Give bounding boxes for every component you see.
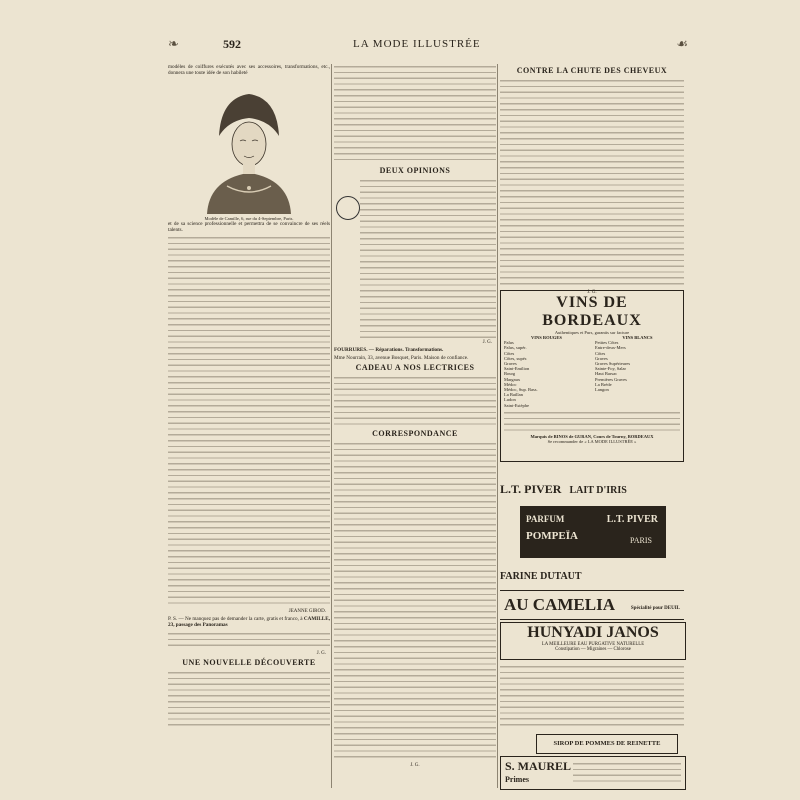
ad-sirop-pommes — [536, 734, 678, 754]
ad-parfum-pompeia — [520, 506, 666, 558]
heading-chute: CONTRE LA CHUTE DES CHEVEUX — [516, 66, 668, 75]
article-text-block — [168, 670, 330, 730]
signature: J. G. — [316, 650, 326, 656]
column-divider — [497, 64, 498, 788]
hunyadi-sub-2: Constipation — Migraines — Chlorose — [555, 647, 631, 652]
vins-mode-ref: Se recommander de « LA MODE ILLUSTRÉE » — [547, 438, 637, 444]
wine-row: Graves — [595, 355, 608, 361]
wine-row: Côtes — [504, 350, 515, 356]
ad-farine-dutaut — [500, 566, 684, 580]
ornament-icon: ❧ — [168, 36, 179, 51]
signature: J. G. — [482, 340, 492, 345]
column-divider — [331, 64, 332, 788]
column-1 — [168, 64, 330, 790]
vins-subtitle: Authentiques et Purs, garantis sur facture — [554, 330, 630, 335]
wine-row: Saint-Estèphe — [504, 402, 529, 408]
wine-row: Palus, supér. — [504, 345, 527, 351]
vins-title: VINS DE BORDEAUX — [542, 294, 642, 329]
ps-text-block — [168, 631, 330, 649]
portrait-caption: Modèle de Camille, 6, rue du 4-Septembre, Paris. — [204, 216, 294, 222]
wine-row: Côtes — [595, 350, 606, 356]
heading-opinions: DEUX OPINIONS — [379, 166, 451, 175]
piver-paris: PARIS — [630, 536, 652, 545]
ad-text-block — [500, 664, 684, 730]
ps-name: CAMILLE, 23, passage des Panoramas — [168, 616, 330, 629]
vins-rouges-head: VINS ROUGES — [531, 335, 562, 340]
wine-row: Margaux — [504, 376, 521, 382]
ad-hunyadi-janos — [500, 622, 686, 660]
wine-row: Saint-Emilion — [504, 366, 530, 372]
wine-row: Graves — [504, 361, 517, 367]
page-number: 592 — [223, 37, 241, 51]
signature: JEANNE GIROD. — [288, 609, 326, 615]
wine-row: Graves Supérieures — [595, 361, 631, 367]
hunyadi-sub: LA MEILLEURE EAU PURGATIVE NATURELLE — [541, 642, 645, 647]
ps-lead: P. S. — Ne manquez pas de demander la carte, gratis et franco, à — [168, 616, 303, 623]
parfum-label: PARFUM — [526, 514, 565, 524]
column-2 — [334, 64, 496, 790]
seal-logo-icon — [336, 196, 360, 220]
article-text-block — [334, 64, 496, 164]
wine-row: Haut Barsac — [595, 371, 618, 377]
ad-au-camelia — [500, 590, 684, 620]
sirop-title: SIROP DE POMMES DE REINETTE — [553, 740, 661, 747]
piver-label: L.T. PIVER — [606, 514, 658, 525]
opinions-section — [334, 178, 496, 338]
maurel-title: S. MAUREL — [505, 759, 572, 773]
wine-row: Bourg — [504, 371, 516, 377]
camelia-sub: Spécialité pour DEUIL — [630, 606, 680, 611]
heading-cadeau: CADEAU A NOS LECTRICES — [355, 363, 475, 373]
signature: J. G. — [410, 763, 420, 769]
wine-row: Côtes, supér. — [504, 355, 528, 361]
article-text-block — [168, 235, 330, 607]
wine-row: La Baillan — [504, 392, 523, 398]
article-text-block — [500, 78, 684, 288]
wine-row: Ludon — [504, 397, 516, 403]
page-header — [168, 30, 688, 60]
maurel-text-block — [573, 761, 681, 785]
article-text-block — [360, 178, 496, 338]
ad-vins-bordeaux — [500, 290, 684, 462]
hunyadi-title: HUNYADI JANOS — [527, 624, 659, 641]
wine-row: La Bréde — [595, 381, 612, 387]
fourrures-lead: FOURRURES. — Réparations. Transformations. — [334, 347, 444, 353]
heading-decouverte: UNE NOUVELLE DÉCOUVERTE — [182, 657, 316, 667]
intro-text: modèles de coiffures exécutés avec ses accessoires, transformations, etc., donnera une toute idée de son habileté — [168, 64, 330, 77]
fourrures-address: Mme Nourrain, 33, avenue Bosquet, Paris. Maison de confiance. — [334, 355, 469, 362]
wine-row: Petites Côtes — [595, 340, 619, 346]
wine-row: Entre-deux-Mers — [595, 345, 626, 351]
column-3 — [500, 64, 684, 302]
wine-row: Médoc, Sup. Bass. — [504, 387, 538, 393]
wine-row: Sainte-Foy, Salar — [595, 366, 626, 372]
ornament-icon: ☙ — [676, 36, 688, 51]
signature: J. G. — [587, 290, 597, 295]
ps-text — [168, 616, 330, 628]
body-text: et de sa science professionnelle et permettra de se convaincre de ses réels talents. — [168, 221, 330, 234]
wine-row: Langon — [595, 387, 609, 393]
article-text-block — [334, 375, 496, 427]
piver-lait: LAIT D'IRIS — [569, 485, 627, 496]
farine-title: FARINE DUTAUT — [500, 571, 582, 582]
vins-table — [504, 335, 680, 408]
maurel-sub: Primes — [505, 775, 529, 784]
vins-blancs-column — [595, 335, 680, 408]
wine-row: Premières Graves — [595, 376, 627, 382]
correspondance-text-block — [334, 441, 496, 761]
ad-s-maurel — [500, 756, 686, 790]
vins-blancs-head: VINS BLANCS — [622, 335, 653, 340]
heading-correspondance: CORRESPONDANCE — [372, 429, 458, 439]
camelia-title: AU CAMELIA — [504, 595, 615, 614]
pompeia-label: POMPEÏA — [526, 530, 578, 542]
wine-row: Palus — [504, 340, 514, 346]
wine-row: Médoc — [504, 381, 517, 387]
vins-text-block — [504, 410, 680, 434]
journal-title: LA MODE ILLUSTRÉE — [353, 38, 481, 50]
portrait-illustration — [199, 86, 299, 214]
vins-marquis: Marquis de BINOS de GURAN, Cours de Tourny, BORDEAUX — [530, 433, 654, 439]
fourrures-notice — [334, 347, 496, 353]
piver-name: L.T. PIVER — [500, 482, 562, 496]
ad-piver-lait — [500, 480, 684, 502]
vins-rouges-column — [504, 335, 589, 408]
